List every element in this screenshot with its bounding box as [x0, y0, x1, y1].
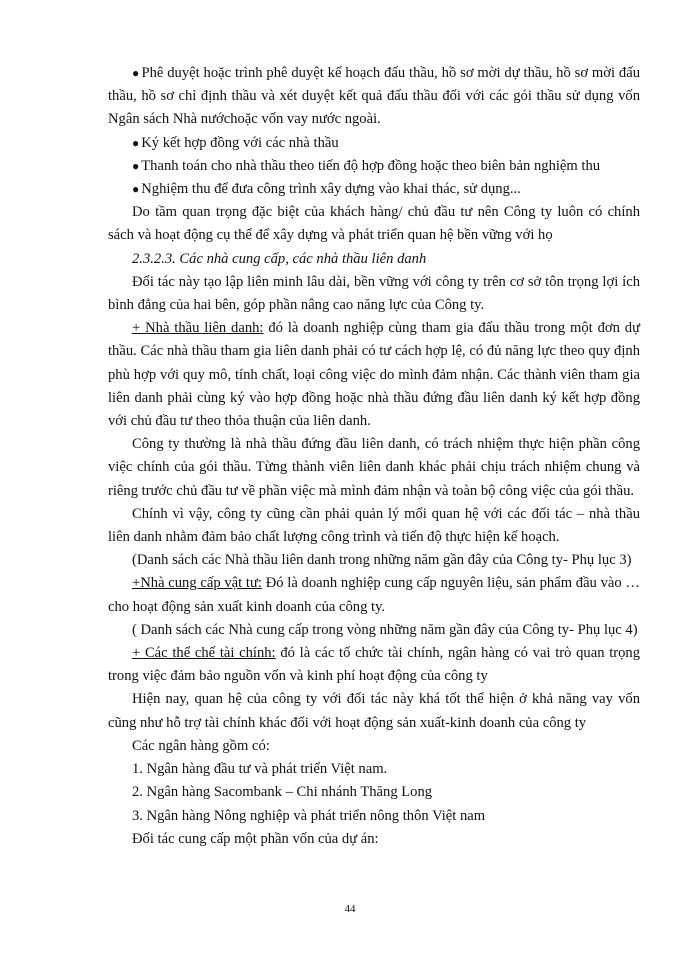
bank-list-item: 3. Ngân hàng Nông nghiệp và phát triển nông thôn Việt nam: [132, 807, 486, 824]
bullet-item: ● Nghiệm thu để đưa công trình xây dựng vào khai thác, sử dụng...: [132, 181, 521, 198]
section-heading: 2.3.2.3. Các nhà cung cấp, các nhà thầu liên danh: [132, 250, 427, 267]
bullet-icon: ●: [132, 158, 140, 173]
suppliers-text: Đó là doanh nghiệp cung cấp nguyên liệu, sản phẩm đầu vào … cho hoạt động sản xuất kinh doanh của công ty.: [108, 575, 640, 615]
paragraph-partners: Đối tác này tạo lập liên minh lâu dài, bền vững với công ty trên cơ sở tôn trọng lợi ích bình đẳng của hai bên, góp phần nâng cao năng lực của Công ty.: [108, 273, 640, 314]
banks-intro: Các ngân hàng gồm có:: [132, 737, 270, 754]
paragraph-management: Chính vì vậy, công ty cũng cần phải quản lý mối quan hệ với các đối tác – nhà thầu liên danh nhằm đảm bảo chất lượng công trình và tiến độ thực hiện kế hoạch.: [108, 505, 640, 546]
bullet-icon: ●: [132, 66, 140, 80]
reference-appendix-3: (Danh sách các Nhà thầu liên danh trong những năm gần đây của Công ty- Phụ lục 3): [132, 552, 632, 569]
paragraph-financial-institutions: [108, 642, 640, 688]
reference-appendix-4: ( Danh sách các Nhà cung cấp trong vòng những năm gần đây của Công ty- Phụ lục 4): [132, 621, 638, 638]
suppliers-label: +Nhà cung cấp vật tư:: [132, 575, 262, 592]
bullet-item: ● Ký kết hợp đồng với các nhà thầu: [132, 134, 339, 151]
paragraph-importance: Do tầm quan trọng đặc biệt của khách hàng/ chủ đầu tư nên Công ty luôn có chính sách và hoạt động cụ thể để xây dựng và phát triển quan hệ bền vững với họ: [108, 204, 640, 244]
bank-list-item: 2. Ngân hàng Sacombank – Chi nhánh Thăng Long: [132, 784, 433, 801]
paragraph-capital-partners: Đối tác cung cấp một phần vốn của dự án:: [132, 830, 379, 847]
bank-list-item: 1. Ngân hàng đầu tư và phát triển Việt nam.: [132, 761, 388, 778]
joint-contractors-label: + Nhà thầu liên danh:: [132, 320, 264, 337]
page-content: [108, 62, 640, 851]
bullet-icon: ●: [132, 135, 140, 150]
financial-institutions-label: + Các thể chế tài chính:: [132, 645, 276, 662]
bullet-icon: ●: [132, 182, 140, 197]
paragraph-lead-contractor: Công ty thường là nhà thầu đứng đầu liên danh, có trách nhiệm thực hiện phần công việc chính của gói thầu. Từng thành viên liên danh khác phải chịu trách nhiệm chung và riêng trước chủ đầu tư về phần việc mà mình đảm nhận và toàn bộ công việc của gói thầu.: [108, 436, 640, 499]
paragraph-joint-contractors: [108, 317, 640, 433]
paragraph-current-relations: Hiện nay, quan hệ của công ty với đối tác này khá tốt thể hiện ở khả năng vay vốn cũng như hỗ trợ tài chính khác đối với hoạt động sản xuất-kinh doanh của công ty: [108, 691, 640, 731]
joint-contractors-text: đó là doanh nghiệp cùng tham gia đấu thầu trong một đơn dự thầu. Các nhà thầu tham gia liên danh phải có tư cách hợp lệ, có đủ năng lực theo quy định phù hợp với quy mô, tính chất, loại công việc do mình đảm nhận. Các thành viên tham gia liên danh phải cùng ký vào hợp đồng hoặc nhà thầu đứng đầu liên danh ký kết hợp đồng với chủ đầu tư theo thỏa thuận của liên danh.: [108, 320, 640, 430]
financial-institutions-text: đó là các tổ chức tài chính, ngân hàng có vai trò quan trọng trong việc đảm bảo nguồn vốn và kinh phí hoạt động của công ty: [108, 645, 641, 685]
bullet-item: ● Phê duyệt hoặc trình phê duyệt kế hoạch đấu thầu, hồ sơ mời dự thầu, hồ sơ mời đấu thầu, hồ sơ chỉ định thầu và xét duyệt kết quả đấu thầu đối với các gói thầu sử dụng vốn Ngân sách Nhà nướchoặc vốn vay nước ngoài.: [108, 65, 640, 128]
bullet-item: ● Thanh toán cho nhà thầu theo tiến độ hợp đồng hoặc theo biên bản nghiệm thu: [132, 157, 601, 174]
page-number: 44: [344, 903, 356, 915]
paragraph-suppliers: [108, 572, 640, 618]
